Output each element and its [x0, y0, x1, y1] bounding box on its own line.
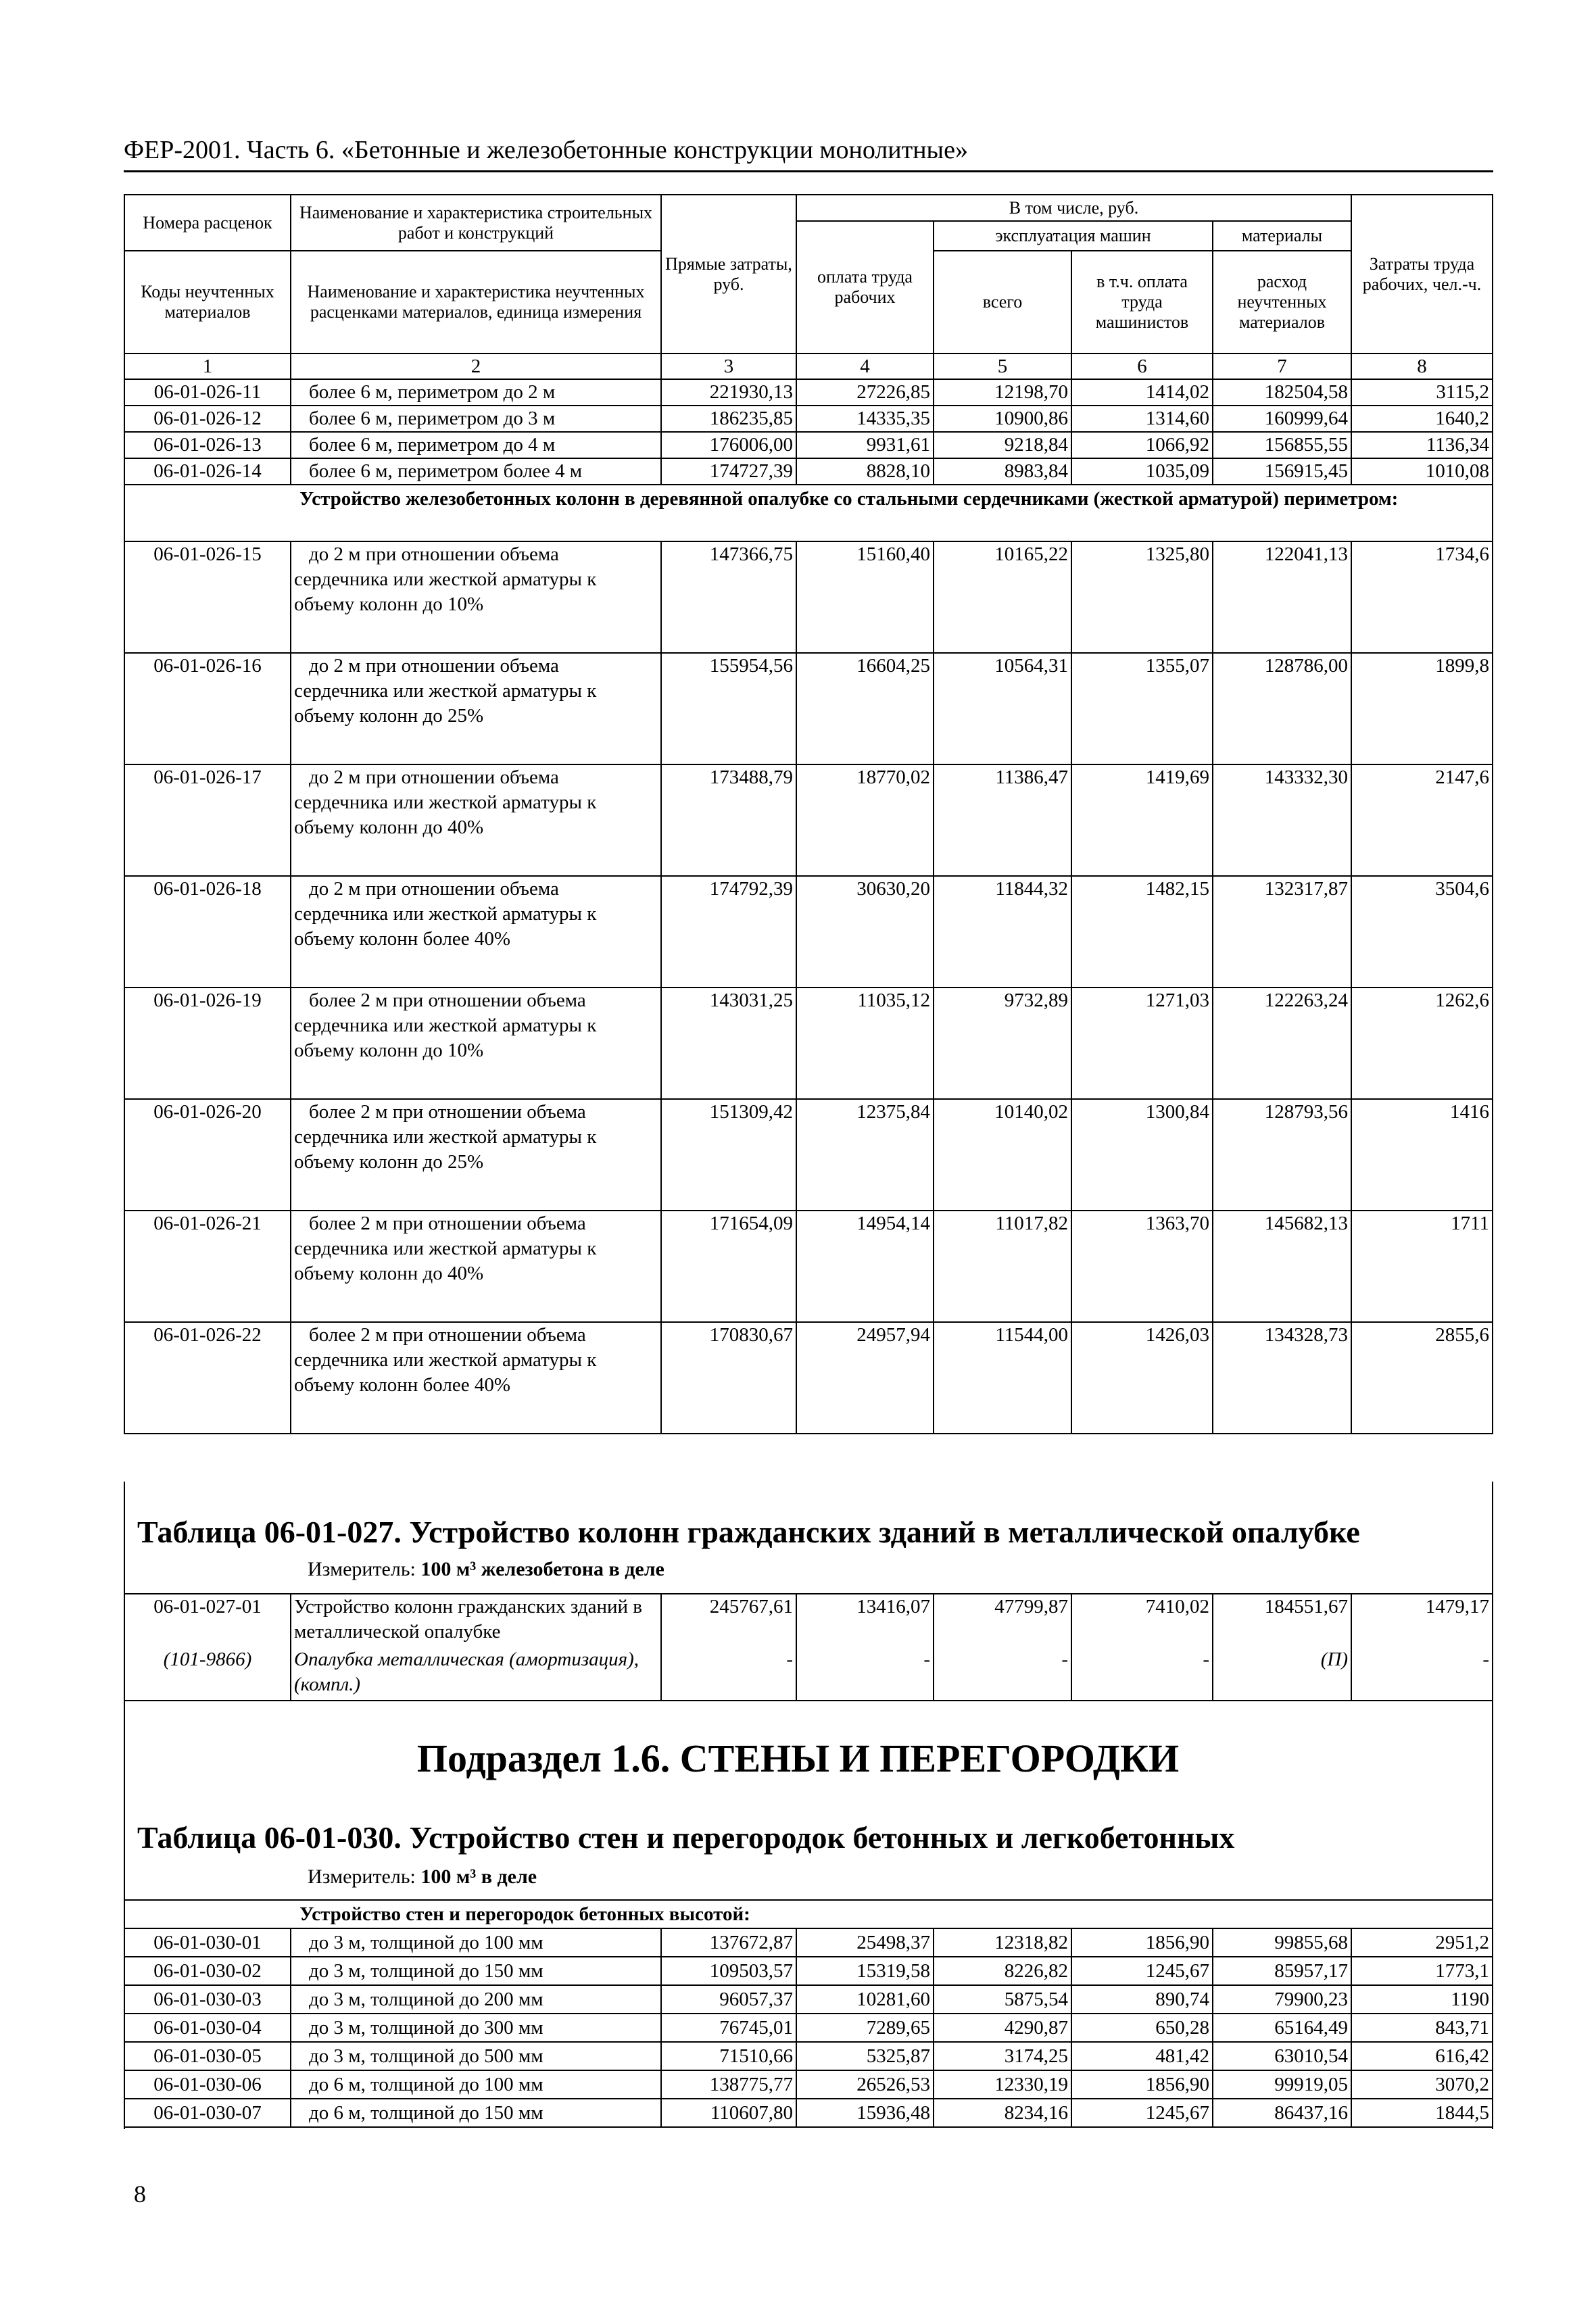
materials-cost-cell: 143332,30 — [1213, 764, 1351, 876]
measure-unit-030 — [308, 1866, 537, 1888]
column-number: 8 — [1351, 354, 1493, 379]
direct-costs-cell: 137672,87 — [661, 1928, 796, 1957]
operator-pay-cell: 1325,80 — [1071, 541, 1213, 653]
worker-pay-cell: 16604,25 — [796, 653, 934, 764]
labor-hours-cell: 1010,08 — [1351, 458, 1493, 485]
direct-costs-cell: 71510,66 — [661, 2042, 796, 2070]
operator-pay-cell: 7410,02 — [1071, 1594, 1213, 1647]
rate-code-cell: (101-9866) — [124, 1647, 291, 1701]
rate-code-cell: 06-01-026-21 — [124, 1211, 291, 1322]
worker-pay-cell: 11035,12 — [796, 988, 934, 1099]
worker-pay-cell: 10281,60 — [796, 1985, 934, 2014]
labor-hours-cell: 843,71 — [1351, 2014, 1493, 2042]
rows-group-a — [124, 379, 1493, 485]
rate-code-cell: 06-01-027-01 — [124, 1594, 291, 1647]
table-header — [124, 195, 1493, 354]
materials-cost-cell: 145682,13 — [1213, 1211, 1351, 1322]
operator-pay-cell: 1482,15 — [1071, 876, 1213, 988]
direct-costs-cell: 171654,09 — [661, 1211, 796, 1322]
column-number: 1 — [124, 354, 291, 379]
column-numbers-row — [124, 354, 1493, 379]
description-cell: более 6 м, периметром до 2 м — [291, 379, 661, 406]
materials-cost-cell: 86437,16 — [1213, 2099, 1351, 2127]
rates-table-06-01-027 — [124, 1593, 1493, 1701]
document-header: ФЕР-2001. Часть 6. «Бетонные и железобетонные конструкции монолитные» — [124, 136, 968, 164]
machines-total-cell: 8983,84 — [934, 458, 1071, 485]
table-row — [124, 653, 1493, 764]
measure-label: Измеритель: — [308, 1866, 416, 1888]
labor-hours-cell: 1899,8 — [1351, 653, 1493, 764]
description-cell: до 3 м, толщиной до 200 мм — [291, 1985, 661, 2014]
materials-cost-cell: 182504,58 — [1213, 379, 1351, 406]
description-cell: до 3 м, толщиной до 150 мм — [291, 1957, 661, 1985]
direct-costs-cell: - — [661, 1647, 796, 1701]
description-cell: более 6 м, периметром более 4 м — [291, 458, 661, 485]
operator-pay-cell: 481,42 — [1071, 2042, 1213, 2070]
table-title-06-01-030: Таблица 06-01-030. Устройство стен и перегородок бетонных и легкобетонных — [137, 1820, 1235, 1855]
worker-pay-cell: 15319,58 — [796, 1957, 934, 1985]
direct-costs-cell: 176006,00 — [661, 432, 796, 458]
machines-total-cell: 4290,87 — [934, 2014, 1071, 2042]
section-heading: Устройство стен и перегородок бетонных высотой: — [124, 1900, 1493, 1928]
section-row — [124, 485, 1493, 541]
labor-hours-cell: 1262,6 — [1351, 988, 1493, 1099]
machines-total-cell: 47799,87 — [934, 1594, 1071, 1647]
rate-code-cell: 06-01-030-03 — [124, 1985, 291, 2014]
table-row — [124, 1985, 1493, 2014]
col-header-direct-costs: Прямые затраты, руб. — [661, 195, 796, 354]
description-cell: более 2 м при отношении объема сердечника или жесткой арматуры к объему колонн более 40% — [291, 1322, 661, 1434]
rate-code-cell: 06-01-026-12 — [124, 406, 291, 432]
machines-total-cell: 10140,02 — [934, 1099, 1071, 1211]
measure-unit-027 — [308, 1558, 664, 1581]
machines-total-cell: 9732,89 — [934, 988, 1071, 1099]
column-number: 7 — [1213, 354, 1351, 379]
operator-pay-cell: 890,74 — [1071, 1985, 1213, 2014]
table-row — [124, 1928, 1493, 1957]
direct-costs-cell: 174792,39 — [661, 876, 796, 988]
materials-cost-cell: 122263,24 — [1213, 988, 1351, 1099]
rate-code-cell: 06-01-030-01 — [124, 1928, 291, 1957]
material-row — [124, 1647, 1493, 1701]
direct-costs-cell: 109503,57 — [661, 1957, 796, 1985]
rate-code-cell: 06-01-030-06 — [124, 2070, 291, 2099]
operator-pay-cell: 1363,70 — [1071, 1211, 1213, 1322]
materials-cost-cell: 99919,05 — [1213, 2070, 1351, 2099]
col-header-including: В том числе, руб. — [796, 195, 1351, 221]
description-cell: до 6 м, толщиной до 100 мм — [291, 2070, 661, 2099]
column-number: 5 — [934, 354, 1071, 379]
description-cell: до 2 м при отношении объема сердечника или жесткой арматуры к объему колонн до 10% — [291, 541, 661, 653]
table-row — [124, 406, 1493, 432]
rate-code-cell: 06-01-030-04 — [124, 2014, 291, 2042]
description-cell: более 6 м, периметром до 4 м — [291, 432, 661, 458]
col-header-material-name: Наименование и характеристика неучтенных расценками материалов, единица измерения — [291, 251, 661, 354]
rate-code-cell: 06-01-026-19 — [124, 988, 291, 1099]
measure-label: Измеритель: — [308, 1558, 416, 1580]
col-header-machines-total: всего — [934, 251, 1071, 354]
operator-pay-cell: - — [1071, 1647, 1213, 1701]
worker-pay-cell: 24957,94 — [796, 1322, 934, 1434]
materials-cost-cell: 156855,55 — [1213, 432, 1351, 458]
col-header-labor-hours: Затраты труда рабочих, чел.-ч. — [1351, 195, 1493, 354]
direct-costs-cell: 143031,25 — [661, 988, 796, 1099]
header-rule — [124, 170, 1493, 172]
table-row — [124, 2070, 1493, 2099]
labor-hours-cell: 3070,2 — [1351, 2070, 1493, 2099]
direct-costs-cell: 174727,39 — [661, 458, 796, 485]
materials-cost-cell: 65164,49 — [1213, 2014, 1351, 2042]
rows-group-b — [124, 541, 1493, 1434]
col-header-rate-numbers: Номера расценок — [124, 195, 291, 251]
description-cell: Устройство колонн гражданских зданий в металлической опалубке — [291, 1594, 661, 1647]
table-row — [124, 764, 1493, 876]
description-cell: до 3 м, толщиной до 100 мм — [291, 1928, 661, 1957]
direct-costs-cell: 96057,37 — [661, 1985, 796, 2014]
operator-pay-cell: 1419,69 — [1071, 764, 1213, 876]
direct-costs-cell: 173488,79 — [661, 764, 796, 876]
description-cell: до 2 м при отношении объема сердечника или жесткой арматуры к объему колонн до 25% — [291, 653, 661, 764]
materials-cost-cell: 85957,17 — [1213, 1957, 1351, 1985]
rate-code-cell: 06-01-030-05 — [124, 2042, 291, 2070]
worker-pay-cell: 12375,84 — [796, 1099, 934, 1211]
rates-table-06-01-030 — [124, 1899, 1493, 2128]
description-cell: более 2 м при отношении объема сердечника или жесткой арматуры к объему колонн до 10% — [291, 988, 661, 1099]
rate-code-cell: 06-01-026-16 — [124, 653, 291, 764]
rate-code-cell: 06-01-030-02 — [124, 1957, 291, 1985]
machines-total-cell: 12318,82 — [934, 1928, 1071, 1957]
operator-pay-cell: 1245,67 — [1071, 1957, 1213, 1985]
machines-total-cell: 11017,82 — [934, 1211, 1071, 1322]
materials-cost-cell: 79900,23 — [1213, 1985, 1351, 2014]
table-row — [124, 1322, 1493, 1434]
worker-pay-cell: 15936,48 — [796, 2099, 934, 2127]
materials-cost-cell: 156915,45 — [1213, 458, 1351, 485]
labor-hours-cell: 2147,6 — [1351, 764, 1493, 876]
description-cell: более 2 м при отношении объема сердечника или жесткой арматуры к объему колонн до 25% — [291, 1099, 661, 1211]
labor-hours-cell: 1640,2 — [1351, 406, 1493, 432]
description-cell: до 2 м при отношении объема сердечника или жесткой арматуры к объему колонн более 40% — [291, 876, 661, 988]
table-row — [124, 432, 1493, 458]
machines-total-cell: 11844,32 — [934, 876, 1071, 988]
col-header-materials: материалы — [1213, 221, 1351, 251]
rows-030 — [124, 1928, 1493, 2127]
worker-pay-cell: 14954,14 — [796, 1211, 934, 1322]
description-cell: до 2 м при отношении объема сердечника или жесткой арматуры к объему колонн до 40% — [291, 764, 661, 876]
worker-pay-cell: 9931,61 — [796, 432, 934, 458]
table-row — [124, 541, 1493, 653]
worker-pay-cell: 26526,53 — [796, 2070, 934, 2099]
rate-code-cell: 06-01-026-13 — [124, 432, 291, 458]
column-number: 6 — [1071, 354, 1213, 379]
operator-pay-cell: 1856,90 — [1071, 1928, 1213, 1957]
table-row — [124, 379, 1493, 406]
labor-hours-cell: 3504,6 — [1351, 876, 1493, 988]
description-cell: более 2 м при отношении объема сердечника или жесткой арматуры к объему колонн до 40% — [291, 1211, 661, 1322]
machines-total-cell: 10564,31 — [934, 653, 1071, 764]
table-row — [124, 876, 1493, 988]
machines-total-cell: 8226,82 — [934, 1957, 1071, 1985]
operator-pay-cell: 1355,07 — [1071, 653, 1213, 764]
operator-pay-cell: 1035,09 — [1071, 458, 1213, 485]
table-row — [124, 458, 1493, 485]
rate-code-cell: 06-01-026-18 — [124, 876, 291, 988]
labor-hours-cell: 1734,6 — [1351, 541, 1493, 653]
rate-code-cell: 06-01-026-15 — [124, 541, 291, 653]
direct-costs-cell: 170830,67 — [661, 1322, 796, 1434]
table-row — [124, 1211, 1493, 1322]
operator-pay-cell: 1314,60 — [1071, 406, 1213, 432]
direct-costs-cell: 155954,56 — [661, 653, 796, 764]
measure-value: 100 м³ железобетона в деле — [420, 1558, 664, 1580]
col-header-work-name: Наименование и характеристика строительных работ и конструкций — [291, 195, 661, 251]
description-cell: до 3 м, толщиной до 500 мм — [291, 2042, 661, 2070]
direct-costs-cell: 138775,77 — [661, 2070, 796, 2099]
labor-hours-cell: 1711 — [1351, 1211, 1493, 1322]
worker-pay-cell: 8828,10 — [796, 458, 934, 485]
rate-code-cell: 06-01-026-20 — [124, 1099, 291, 1211]
direct-costs-cell: 151309,42 — [661, 1099, 796, 1211]
col-header-worker-pay: оплата труда рабочих — [796, 221, 934, 354]
section-row — [124, 1900, 1493, 1928]
labor-hours-cell: 1773,1 — [1351, 1957, 1493, 1985]
worker-pay-cell: 27226,85 — [796, 379, 934, 406]
worker-pay-cell: 30630,20 — [796, 876, 934, 988]
table-row — [124, 2042, 1493, 2070]
operator-pay-cell: 1300,84 — [1071, 1099, 1213, 1211]
materials-cost-cell: 184551,67 — [1213, 1594, 1351, 1647]
operator-pay-cell: 1856,90 — [1071, 2070, 1213, 2099]
description-cell: Опалубка металлическая (амортизация), (компл.) — [291, 1647, 661, 1701]
worker-pay-cell: - — [796, 1647, 934, 1701]
column-numbers — [124, 354, 1493, 379]
machines-total-cell: 10900,86 — [934, 406, 1071, 432]
machines-total-cell: 11386,47 — [934, 764, 1071, 876]
direct-costs-cell: 76745,01 — [661, 2014, 796, 2042]
worker-pay-cell: 5325,87 — [796, 2042, 934, 2070]
materials-cost-cell: 128786,00 — [1213, 653, 1351, 764]
machines-total-cell: 12198,70 — [934, 379, 1071, 406]
operator-pay-cell: 1426,03 — [1071, 1322, 1213, 1434]
section-heading: Устройство железобетонных колонн в деревянной опалубке со стальными сердечниками (жесткой арматурой) периметром: — [124, 485, 1493, 541]
worker-pay-cell: 7289,65 — [796, 2014, 934, 2042]
rate-code-cell: 06-01-030-07 — [124, 2099, 291, 2127]
labor-hours-cell: 1416 — [1351, 1099, 1493, 1211]
table-row — [124, 2014, 1493, 2042]
col-header-operator-pay: в т.ч. оплата труда машинистов — [1071, 251, 1213, 354]
direct-costs-cell: 221930,13 — [661, 379, 796, 406]
materials-cost-cell: 128793,56 — [1213, 1099, 1351, 1211]
operator-pay-cell: 1414,02 — [1071, 379, 1213, 406]
materials-cost-cell: 160999,64 — [1213, 406, 1351, 432]
table-row — [124, 2099, 1493, 2127]
column-number: 2 — [291, 354, 661, 379]
column-number: 4 — [796, 354, 934, 379]
description-cell: до 6 м, толщиной до 150 мм — [291, 2099, 661, 2127]
col-header-material-consumption: расход неучтенных материалов — [1213, 251, 1351, 354]
operator-pay-cell: 650,28 — [1071, 2014, 1213, 2042]
labor-hours-cell: 1190 — [1351, 1985, 1493, 2014]
direct-costs-cell: 147366,75 — [661, 541, 796, 653]
description-cell: до 3 м, толщиной до 300 мм — [291, 2014, 661, 2042]
labor-hours-cell: 2855,6 — [1351, 1322, 1493, 1434]
column-number: 3 — [661, 354, 796, 379]
machines-total-cell: - — [934, 1647, 1071, 1701]
materials-cost-cell: 63010,54 — [1213, 2042, 1351, 2070]
table-row — [124, 1099, 1493, 1211]
labor-hours-cell: - — [1351, 1647, 1493, 1701]
operator-pay-cell: 1271,03 — [1071, 988, 1213, 1099]
worker-pay-cell: 13416,07 — [796, 1594, 934, 1647]
materials-cost-cell: (П) — [1213, 1647, 1351, 1701]
materials-cost-cell: 134328,73 — [1213, 1322, 1351, 1434]
page-number: 8 — [134, 2180, 146, 2208]
machines-total-cell: 10165,22 — [934, 541, 1071, 653]
rate-code-cell: 06-01-026-11 — [124, 379, 291, 406]
machines-total-cell: 9218,84 — [934, 432, 1071, 458]
rates-table-06-01-026 — [124, 194, 1493, 1434]
worker-pay-cell: 15160,40 — [796, 541, 934, 653]
machines-total-cell: 8234,16 — [934, 2099, 1071, 2127]
rate-code-cell: 06-01-026-22 — [124, 1322, 291, 1434]
table-row — [124, 1594, 1493, 1647]
labor-hours-cell: 1479,17 — [1351, 1594, 1493, 1647]
direct-costs-cell: 186235,85 — [661, 406, 796, 432]
table-row — [124, 1957, 1493, 1985]
machines-total-cell: 3174,25 — [934, 2042, 1071, 2070]
rate-code-cell: 06-01-026-14 — [124, 458, 291, 485]
machines-total-cell: 5875,54 — [934, 1985, 1071, 2014]
machines-total-cell: 12330,19 — [934, 2070, 1071, 2099]
subsection-title: Подраздел 1.6. СТЕНЫ И ПЕРЕГОРОДКИ — [416, 1736, 1180, 1780]
operator-pay-cell: 1066,92 — [1071, 432, 1213, 458]
worker-pay-cell: 25498,37 — [796, 1928, 934, 1957]
materials-cost-cell: 99855,68 — [1213, 1928, 1351, 1957]
machines-total-cell: 11544,00 — [934, 1322, 1071, 1434]
table-title-06-01-027: Таблица 06-01-027. Устройство колонн гражданских зданий в металлической опалубке — [137, 1515, 1360, 1549]
rows-027 — [124, 1594, 1493, 1701]
table-row — [124, 988, 1493, 1099]
labor-hours-cell: 1136,34 — [1351, 432, 1493, 458]
labor-hours-cell: 3115,2 — [1351, 379, 1493, 406]
worker-pay-cell: 18770,02 — [796, 764, 934, 876]
labor-hours-cell: 2951,2 — [1351, 1928, 1493, 1957]
direct-costs-cell: 245767,61 — [661, 1594, 796, 1647]
col-header-machines: эксплуатация машин — [934, 221, 1213, 251]
col-header-material-codes: Коды неучтенных материалов — [124, 251, 291, 354]
worker-pay-cell: 14335,35 — [796, 406, 934, 432]
materials-cost-cell: 132317,87 — [1213, 876, 1351, 988]
description-cell: более 6 м, периметром до 3 м — [291, 406, 661, 432]
operator-pay-cell: 1245,67 — [1071, 2099, 1213, 2127]
rate-code-cell: 06-01-026-17 — [124, 764, 291, 876]
labor-hours-cell: 616,42 — [1351, 2042, 1493, 2070]
direct-costs-cell: 110607,80 — [661, 2099, 796, 2127]
materials-cost-cell: 122041,13 — [1213, 541, 1351, 653]
measure-value: 100 м³ в деле — [420, 1866, 537, 1888]
labor-hours-cell: 1844,5 — [1351, 2099, 1493, 2127]
